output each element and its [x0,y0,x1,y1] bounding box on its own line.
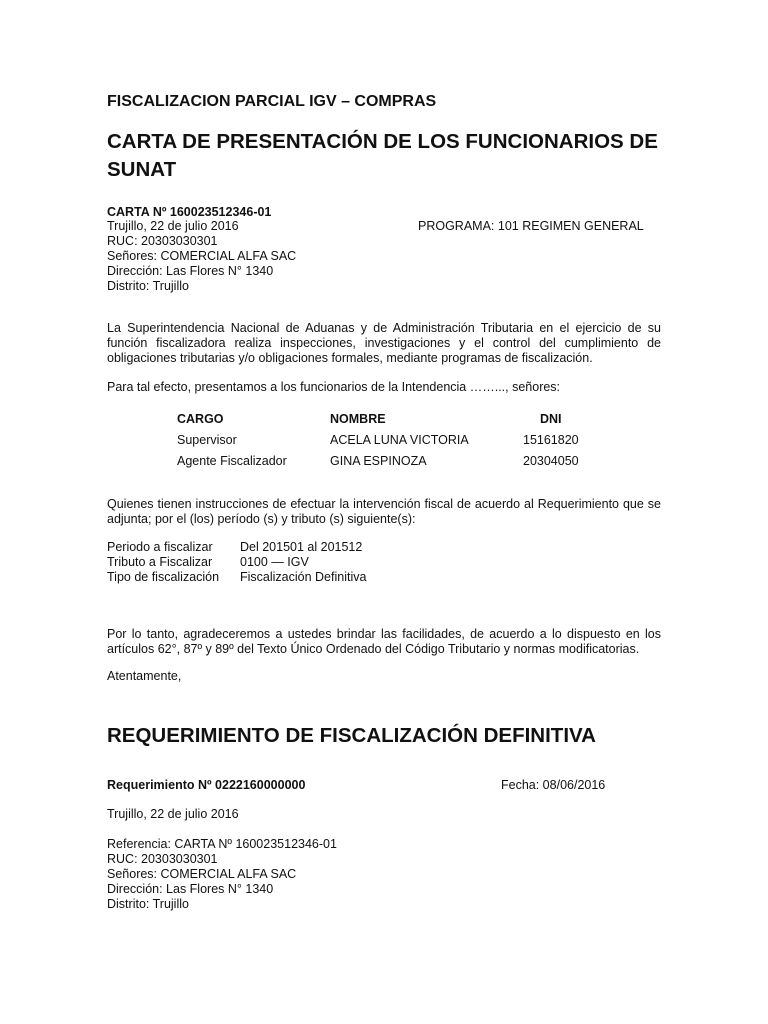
table-header-nombre: NOMBRE [330,412,386,426]
detail-value: Fiscalización Definitiva [240,570,367,584]
requerimiento-senores: Señores: COMERCIAL ALFA SAC [107,867,297,881]
requerimiento-ruc: RUC: 20303030301 [107,852,218,866]
table-cell-dni: 20304050 [523,454,579,468]
carta-date: Trujillo, 22 de julio 2016 [107,219,239,233]
detail-label: Tributo a Fiscalizar [107,555,213,569]
requerimiento-date: Trujillo, 22 de julio 2016 [107,807,239,821]
section-title: FISCALIZACION PARCIAL IGV – COMPRAS [107,93,437,110]
closing: Atentamente, [107,669,182,683]
main-title: CARTA DE PRESENTACIÓN DE LOS FUNCIONARIOS DE SUNAT [107,130,658,181]
detail-value: Del 201501 al 201512 [240,540,363,554]
carta-distrito: Distrito: Trujillo [107,279,189,293]
requerimiento-title: REQUERIMIENTO DE FISCALIZACIÓN DEFINITIVA [107,724,596,747]
table-cell-nombre: GINA ESPINOZA [330,454,427,468]
requerimiento-distrito: Distrito: Trujillo [107,897,189,911]
table-cell-dni: 15161820 [523,433,579,447]
detail-label: Periodo a fiscalizar [107,540,213,554]
paragraph-intro: La Superintendencia Nacional de Aduanas y de Administración Tributaria en el ejercicio de su función fiscalizadora realiza inspecciones, investigaciones y el control del cumplimiento de obligaciones tributarias y/o obligaciones formales, mediante programas de fiscalización. [107,321,661,365]
paragraph-presentation: Para tal efecto, presentamos a los funcionarios de la Intendencia ……..., señores: [107,380,561,394]
carta-programa: PROGRAMA: 101 REGIMEN GENERAL [418,219,644,233]
carta-number: CARTA Nº 160023512346-01 [107,205,272,219]
paragraph-instructions: Quienes tienen instrucciones de efectuar la intervención fiscal de acuerdo al Requerimiento que se adjunta; por el (los) período (s) y tributo (s) siguiente(s): [107,497,661,526]
requerimiento-referencia: Referencia: CARTA Nº 160023512346-01 [107,837,337,851]
detail-label: Tipo de fiscalización [107,570,220,584]
table-header-dni: DNI [540,412,562,426]
requerimiento-direccion: Dirección: Las Flores N° 1340 [107,882,274,896]
table-cell-cargo: Supervisor [177,433,237,447]
requerimiento-number: Requerimiento Nº 0222160000000 [107,778,306,792]
table-cell-cargo: Agente Fiscalizador [177,454,287,468]
carta-ruc: RUC: 20303030301 [107,234,218,248]
table-header-cargo: CARGO [177,412,224,426]
table-cell-nombre: ACELA LUNA VICTORIA [330,433,469,447]
requerimiento-fecha: Fecha: 08/06/2016 [501,778,606,792]
detail-value: 0100 — IGV [240,555,309,569]
paragraph-request: Por lo tanto, agradeceremos a ustedes brindar las facilidades, de acuerdo a lo dispuesto en los artículos 62°, 87º y 89º del Texto Único Ordenado del Código Tributario y normas modificatorias. [107,627,661,656]
carta-senores: Señores: COMERCIAL ALFA SAC [107,249,297,263]
carta-direccion: Dirección: Las Flores N° 1340 [107,264,274,278]
